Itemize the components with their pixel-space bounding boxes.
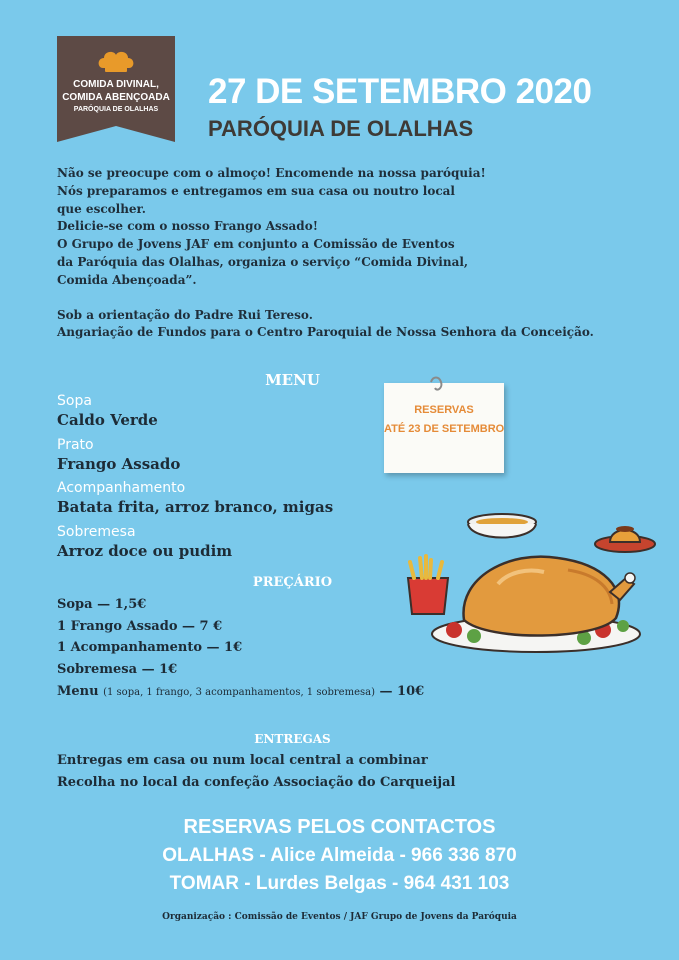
intro-line: Delicie-se com o nosso Frango Assado! bbox=[57, 219, 318, 234]
intro-line: da Paróquia das Olalhas, organiza o serviço “Comida Divinal, bbox=[57, 254, 469, 269]
note-line-1: RESERVAS bbox=[414, 404, 474, 416]
event-date: 27 DE SETEMBRO 2020 bbox=[208, 72, 592, 111]
menu-dish: Caldo Verde bbox=[57, 411, 158, 429]
menu-dish: Arroz doce ou pudim bbox=[57, 542, 233, 560]
contact-olalhas: OLALHAS - Alice Almeida - 966 336 870 bbox=[162, 845, 517, 866]
intro-line: Não se preocupe com o almoço! Encomende na nossa paróquia! bbox=[57, 166, 486, 180]
food-illustration bbox=[398, 508, 663, 668]
delivery-line: Entregas em casa ou num local central a combinar bbox=[57, 753, 428, 768]
menu-category: Sopa bbox=[57, 393, 92, 409]
pudding-icon bbox=[595, 526, 655, 552]
soup-bowl-icon bbox=[468, 514, 536, 538]
pricing-title: PREÇÁRIO bbox=[252, 575, 333, 590]
contact-tomar: TOMAR - Lurdes Belgas - 964 431 103 bbox=[169, 873, 510, 894]
note-line-2: ATÉ 23 DE SETEMBRO bbox=[384, 423, 505, 435]
menu-category: Prato bbox=[57, 437, 94, 453]
price-item: Sopa — 1,5€ bbox=[57, 597, 147, 612]
intro-line: Angariação de Fundos para o Centro Paroquial de Nossa Senhora da Conceição. bbox=[57, 325, 594, 340]
menu-dish: Batata frita, arroz branco, migas bbox=[57, 498, 334, 516]
badge-line-2: COMIDA ABENÇOADA bbox=[62, 92, 170, 103]
menu-title: MENU bbox=[265, 371, 320, 389]
fries-icon bbox=[408, 556, 448, 614]
intro-line: Sob a orientação do Padre Rui Tereso. bbox=[57, 307, 313, 322]
intro-line: O Grupo de Jovens JAF em conjunto a Comissão de Eventos bbox=[57, 237, 455, 252]
menu-category: Sobremesa bbox=[57, 524, 136, 540]
price-item: 1 Acompanhamento — 1€ bbox=[57, 640, 243, 655]
menu-dish: Frango Assado bbox=[57, 455, 181, 473]
badge-line-3: PARÓQUIA DE OLALHAS bbox=[73, 106, 159, 113]
menu-price-value: — 10€ bbox=[379, 684, 425, 699]
menu-price-detail: (1 sopa, 1 frango, 3 acompanhamentos, 1 sobremesa) bbox=[103, 687, 375, 698]
menu-price-label: Menu bbox=[57, 684, 99, 699]
delivery-line: Recolha no local da confeção Associação do Carqueijal bbox=[57, 775, 456, 790]
badge-line-1: COMIDA DIVINAL, bbox=[73, 79, 159, 90]
contacts-title: RESERVAS PELOS CONTACTOS bbox=[183, 816, 496, 838]
price-item: 1 Frango Assado — 7 € bbox=[57, 619, 223, 634]
tape-icon bbox=[425, 374, 455, 398]
intro-line: Nós preparamos e entregamos em sua casa ou noutro local bbox=[57, 183, 455, 198]
menu-price-line bbox=[57, 684, 424, 699]
parish-name: PARÓQUIA DE OLALHAS bbox=[208, 116, 474, 141]
deliveries-title: ENTREGAS bbox=[254, 732, 331, 746]
intro-line: Comida Abençoada”. bbox=[57, 272, 197, 287]
price-item: Sobremesa — 1€ bbox=[57, 662, 178, 677]
intro-line: que escolher. bbox=[57, 201, 146, 216]
menu-category: Acompanhamento bbox=[57, 480, 186, 496]
intro-text bbox=[57, 165, 594, 342]
organizer-footer: Organização : Comissão de Eventos / JAF Grupo de Jovens da Paróquia bbox=[162, 912, 517, 922]
roast-chicken-icon bbox=[432, 557, 640, 652]
brand-badge bbox=[57, 36, 175, 142]
